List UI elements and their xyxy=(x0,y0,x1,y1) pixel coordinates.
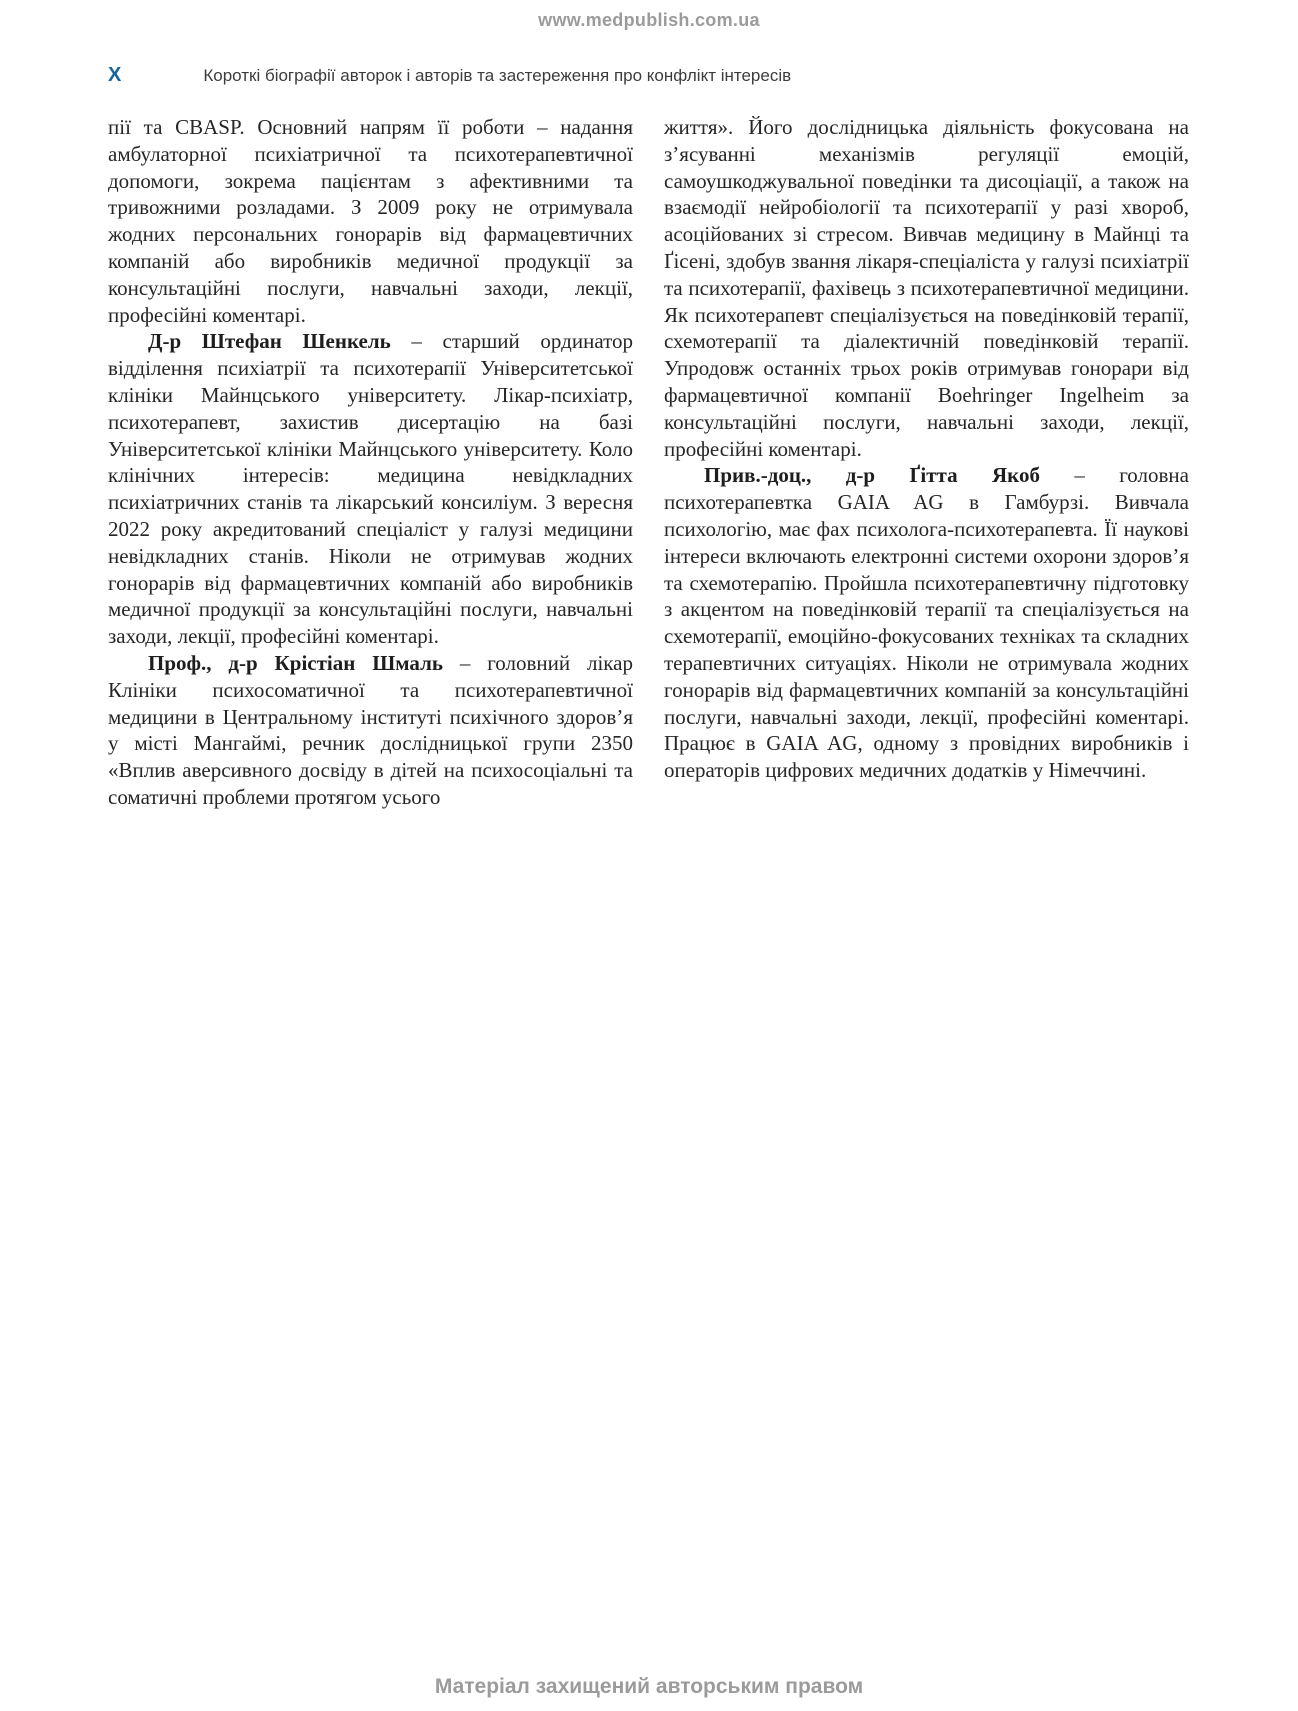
copyright-footer: Матеріал захищений авторським правом xyxy=(434,1675,864,1698)
bio-paragraph: Прив.-доц., д-р Ґітта Якоб – головна психотерапевтка GAIA AG в Гамбурзі. Вивчала психологію, має фах психолога-психотерапевта. Її наукові інтереси включають електронні системи охорони здоров’я та схемотерапію. Пройшла психотерапевтичну підготовку з акцентом на поведінковій терапії та спеціалізується на схемотерапії, емоційно-фокусованих техніках та складних терапевтичних ситуаціях. Ніколи не отримувала жодних гонорарів від фармацевтичних компаній за консультаційні послуги, навчальні заходи, лекції, професійні коментарі. Працює в GAIA AG, одному з провідних виробників і операторів цифрових медичних додатків у Німеччині. xyxy=(664,463,1189,783)
bio-paragraph: Проф., д-р Крістіан Шмаль – головний лікар Клініки психосоматичної та психотерапевтичної медицини в Центральному інституті психічного здоров’я у місті Мангаймі, речник дослідницької групи 2350 «Вплив аверсивного досвіду в дітей на психосоціальні та соматичні проблеми протягом усього xyxy=(108,650,633,809)
author-name: Прив.-доц., д-р Ґітта Якоб xyxy=(704,463,1040,488)
left-text-column xyxy=(108,114,633,811)
two-column-text-block xyxy=(108,114,1189,811)
bio-paragraph: Д-р Штефан Шенкель – старший ординатор відділення психіатрії та психотерапії Університетської клініки Майнцського університету. Лікар-психіатр, психотерапевт, захистив дисертацію на базі Університетської клініки Майнцського університету. Коло клінічних інтересів: медицина невідкладних психіатричних станів та лікарський консиліум. З вересня 2022 року акредитований спеціаліст у галузі медицини невідкладних станів. Ніколи не отримував жодних гонорарів від фармацевтичних компаній або виробників медичної продукції за консультаційні послуги, навчальні заходи, лекції, професійні коментарі. xyxy=(108,329,633,649)
publisher-watermark: www.medpublish.com.ua xyxy=(538,10,760,30)
running-header xyxy=(108,64,1189,87)
author-name: Д-р Штефан Шенкель xyxy=(148,329,391,354)
right-text-column xyxy=(664,114,1189,811)
bio-paragraph: пії та CBASP. Основний напрям її роботи – надання амбулаторної психіатричної та психотерапевтичної допомоги, зокрема пацієнтам з афективними та тривожними розладами. З 2009 року не отримувала жодних персональних гонорарів від фармацевтичних компаній або виробників медичної продукції за консультаційні послуги, навчальні заходи, лекції, професійні коментарі. xyxy=(108,115,633,327)
running-header-title: Короткі біографії авторок і авторів та застереження про конфлікт інтересів xyxy=(203,66,792,85)
bio-paragraph: життя». Його дослідницька діяльність фокусована на з’ясуванні механізмів регуляції емоцій, самоушкоджувальної поведінки та дисоціації, а також на взаємодії нейробіології та психотерапії у разі хвороб, асоційованих зі стресом. Вивчав медицину в Майнці та Ґісені, здобув звання лікаря-спеціаліста у галузі психіатрії та психотерапії, фахівець з психотерапевтичної медицини. Як психотерапевт спеціалізується на поведінковій терапії, схемотерапії та діалектичній поведінковій терапії. Упродовж останніх трьох років отримував гонорари від фармацевтичної компанії Boehringer Ingelheim за консультаційні послуги, навчальні заходи, лекції, професійні коментарі. xyxy=(664,115,1189,461)
page-number: X xyxy=(108,64,122,86)
author-name: Проф., д-р Крістіан Шмаль xyxy=(148,650,443,675)
